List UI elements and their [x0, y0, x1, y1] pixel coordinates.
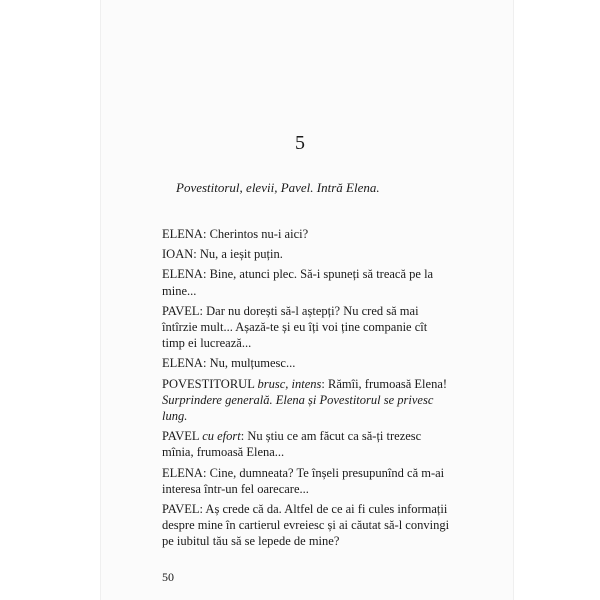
- dialog-line: [162, 501, 452, 550]
- line-text: Aș crede că da. Altfel de ce ai fi cules informații despre mine în cartierul evreiesc și ai căutat să-l convingi pe iubitul tău să se lepede de mine?: [162, 502, 450, 549]
- speaker: PAVEL: [162, 429, 203, 444]
- dialog-line: [162, 226, 452, 242]
- dialog-line: [162, 465, 452, 497]
- dialog-line: [162, 303, 452, 352]
- speaker: PAVEL:: [162, 502, 203, 517]
- line-text: Nu, a ieșit puțin.: [196, 247, 283, 262]
- speaker: ELENA:: [162, 356, 207, 371]
- line-text: Nu, mulțumesc...: [206, 356, 296, 371]
- line-text: Dar nu dorești să-l aștepți? Nu cred să mai întîrzie mult... Așază-te și eu îți voi ține companie cît timp ei lucrează...: [162, 303, 428, 351]
- line-text: : Nu știu ce am făcut ca să-ți trezesc mînia, frumoasă Elena...: [162, 429, 422, 460]
- dialog-line: [162, 428, 452, 460]
- speaker: POVESTITORUL: [162, 376, 258, 391]
- speaker-direction: cu efort: [202, 429, 241, 444]
- page-number: 50: [162, 570, 174, 584]
- speaker: ELENA:: [162, 267, 207, 282]
- speaker: IOAN:: [162, 247, 197, 262]
- stage-note: Surprindere generală. Elena și Povestitorul se privesc lung.: [162, 392, 434, 424]
- dialog-line: [162, 355, 452, 371]
- speaker-direction: brusc, intens: [257, 376, 322, 391]
- line-text: Cine, dumneata? Te înșeli presupunînd că m-ai interesa într-un fel oarecare...: [162, 465, 445, 496]
- dialog-line: [162, 266, 452, 298]
- dialog-block: [162, 226, 452, 554]
- speaker: PAVEL:: [162, 303, 203, 318]
- dialog-line: [162, 376, 452, 425]
- line-text: Bine, atunci plec. Să-i spuneți să treacă pe la mine...: [162, 267, 434, 298]
- line-text: : Rămîi, frumoasă Elena!: [321, 376, 448, 391]
- line-text: Cherintos nu-i aici?: [206, 227, 309, 241]
- stage-direction: Povestitorul, elevii, Pavel. Intră Elena.: [176, 180, 380, 195]
- speaker: ELENA:: [162, 227, 207, 241]
- dialog-line: [162, 246, 452, 262]
- speaker: ELENA:: [162, 465, 207, 480]
- chapter-number: 5: [295, 132, 305, 154]
